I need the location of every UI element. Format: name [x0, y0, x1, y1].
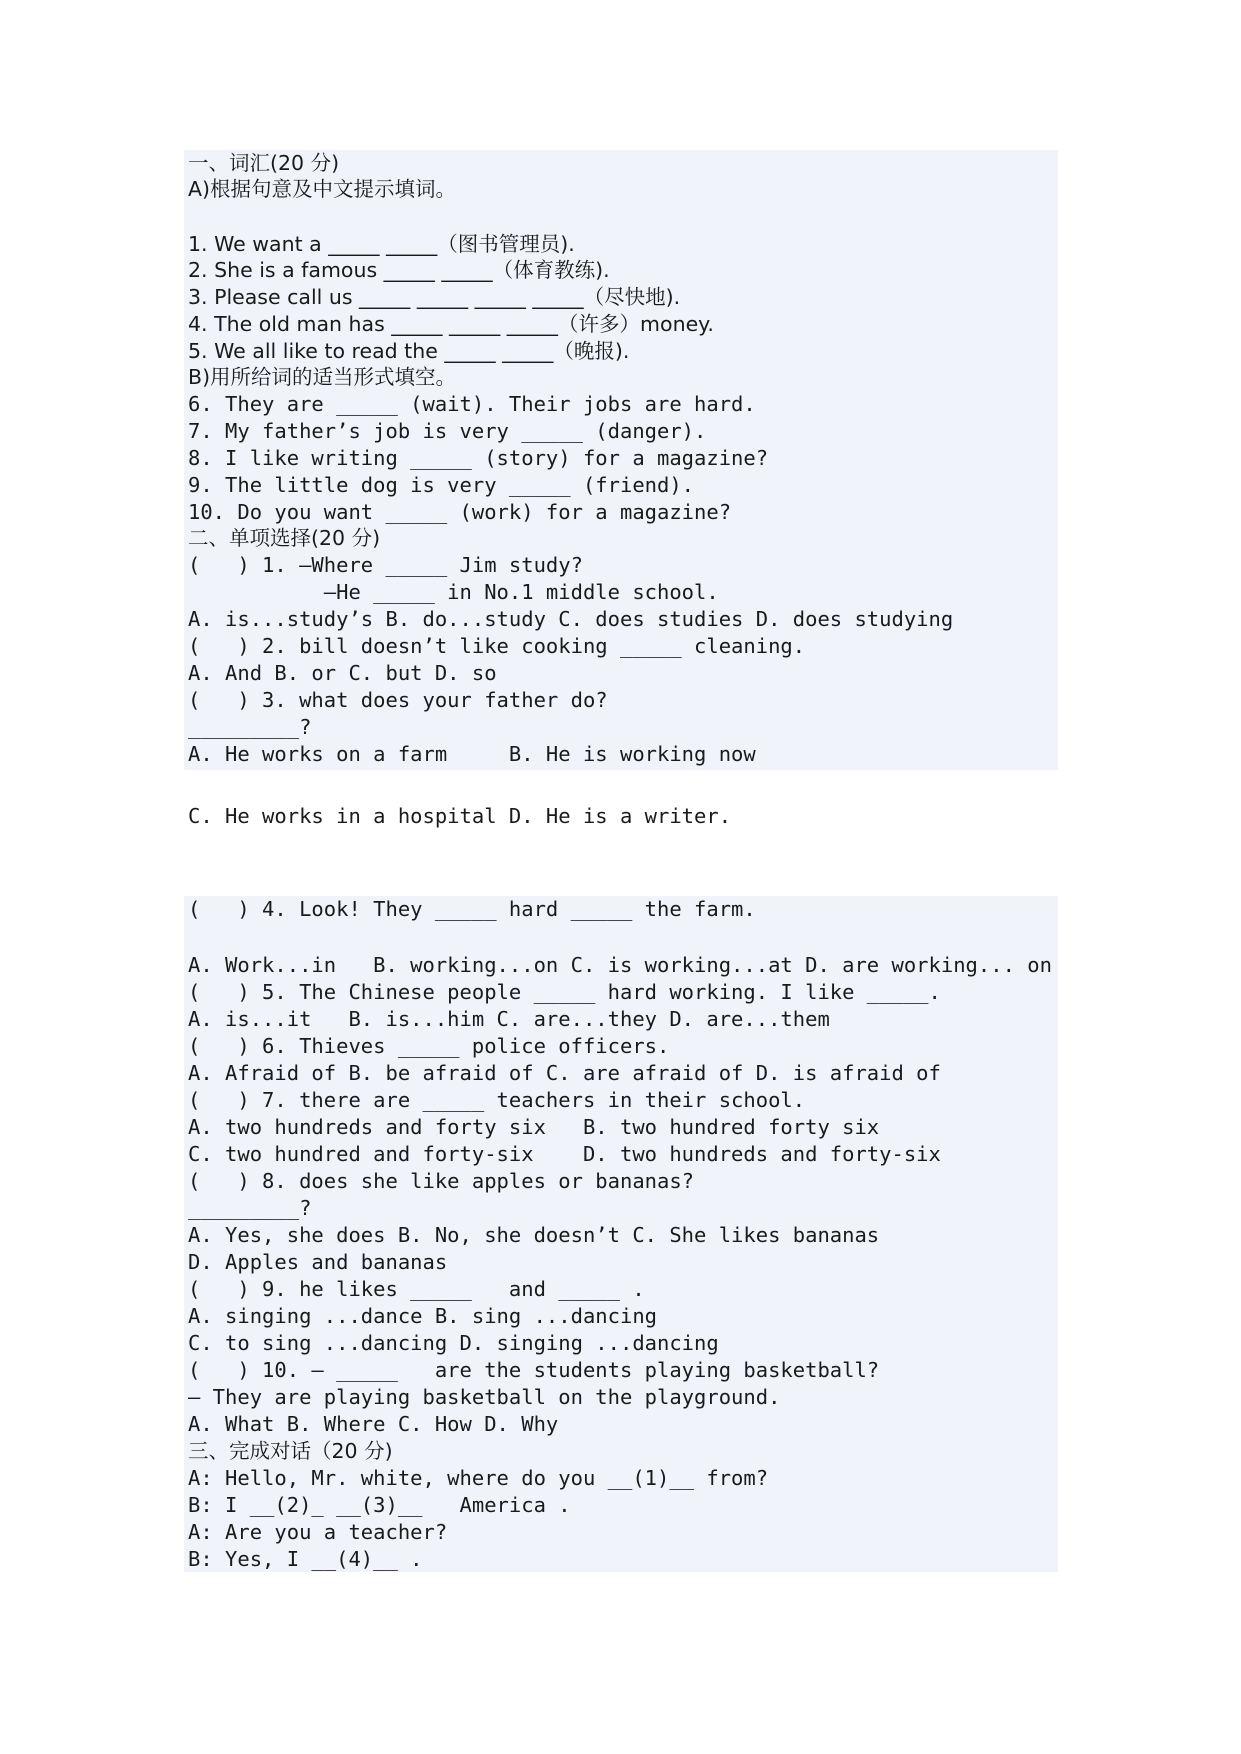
text-line: ( ) 1. —Where _____ Jim study?	[188, 553, 583, 577]
text-line: C. two hundred and forty-six D. two hundreds and forty-six	[188, 1142, 941, 1166]
text-line: 4. The old man has _____ _____ _____（许多）money.	[188, 312, 714, 336]
text-line: 一、词汇(20 分)	[188, 151, 340, 175]
text-line: ( ) 6. Thieves _____ police officers.	[188, 1034, 670, 1058]
worksheet-section-1	[184, 150, 1058, 770]
text-line: ( ) 7. there are _____ teachers in their school.	[188, 1088, 806, 1112]
text-line: A. And B. or C. but D. so	[188, 661, 497, 685]
text-line: ( ) 4. Look! They _____ hard _____ the farm.	[188, 897, 756, 921]
text-line: B: I __(2)_ __(3)__ America .	[188, 1493, 571, 1517]
text-line: 5. We all like to read the _____ _____（晚报).	[188, 339, 630, 363]
text-line: ( ) 2. bill doesn’t like cooking _____ cleaning.	[188, 634, 806, 658]
text-line: ( ) 8. does she like apples or bananas?	[188, 1169, 695, 1193]
text-line: 三、完成对话（20 分)	[188, 1439, 393, 1463]
option-line: C. He works in a hospital D. He is a writer.	[188, 804, 732, 828]
text-line: 3. Please call us _____ _____ _____ _____（尽快地).	[188, 285, 681, 309]
text-line: ( ) 3. what does your father do?	[188, 688, 608, 712]
text-line: D. Apples and bananas	[188, 1250, 448, 1274]
text-line: 9. The little dog is very _____ (friend).	[188, 473, 695, 497]
text-line: ( ) 9. he likes _____ and _____ .	[188, 1277, 645, 1301]
worksheet-section-2	[184, 896, 1058, 1572]
text-line: A: Are you a teacher?	[188, 1520, 448, 1544]
text-line: A. What B. Where C. How D. Why	[188, 1412, 559, 1436]
text-line: A. is...it B. is...him C. are...they D. are...them	[188, 1007, 830, 1031]
text-line: A: Hello, Mr. white, where do you __(1)__ from?	[188, 1466, 769, 1490]
text-line: C. to sing ...dancing D. singing ...dancing	[188, 1331, 719, 1355]
text-line: A. He works on a farm B. He is working now	[188, 742, 756, 766]
text-line: _________?	[188, 1196, 312, 1220]
text-line: B)用所给词的适当形式填空。	[188, 365, 457, 389]
text-line: 二、单项选择(20 分)	[188, 526, 381, 550]
text-line: 6. They are _____ (wait). Their jobs are hard.	[188, 392, 756, 416]
text-line: 10. Do you want _____ (work) for a magazine?	[188, 500, 732, 524]
text-line: — They are playing basketball on the playground.	[188, 1385, 781, 1409]
text-line: ( ) 10. — _____ are the students playing basketball?	[188, 1358, 880, 1382]
text-line: A. Yes, she does B. No, she doesn’t C. She likes bananas	[188, 1223, 880, 1247]
text-line: A. Afraid of B. be afraid of C. are afraid of D. is afraid of	[188, 1061, 941, 1085]
text-line: —He _____ in No.1 middle school.	[188, 580, 719, 604]
text-line: 8. I like writing _____ (story) for a magazine?	[188, 446, 769, 470]
text-line: 2. She is a famous _____ _____（体育教练).	[188, 258, 610, 282]
text-line: 7. My father’s job is very _____ (danger).	[188, 419, 707, 443]
text-line: A. is...study’s B. do...study C. does studies D. does studying	[188, 607, 954, 631]
text-line: A. two hundreds and forty six B. two hundred forty six	[188, 1115, 880, 1139]
text-line: 1. We want a _____ _____（图书管理员).	[188, 232, 575, 256]
text-line: A. singing ...dance B. sing ...dancing	[188, 1304, 657, 1328]
text-line: _________?	[188, 715, 312, 739]
text-line: ( ) 5. The Chinese people _____ hard working. I like _____.	[188, 980, 941, 1004]
text-line: B: Yes, I __(4)__ .	[188, 1547, 423, 1571]
text-line: A. Work...in B. working...on C. is working...at D. are working... on	[188, 953, 1052, 977]
text-line: A)根据句意及中文提示填词。	[188, 177, 457, 201]
